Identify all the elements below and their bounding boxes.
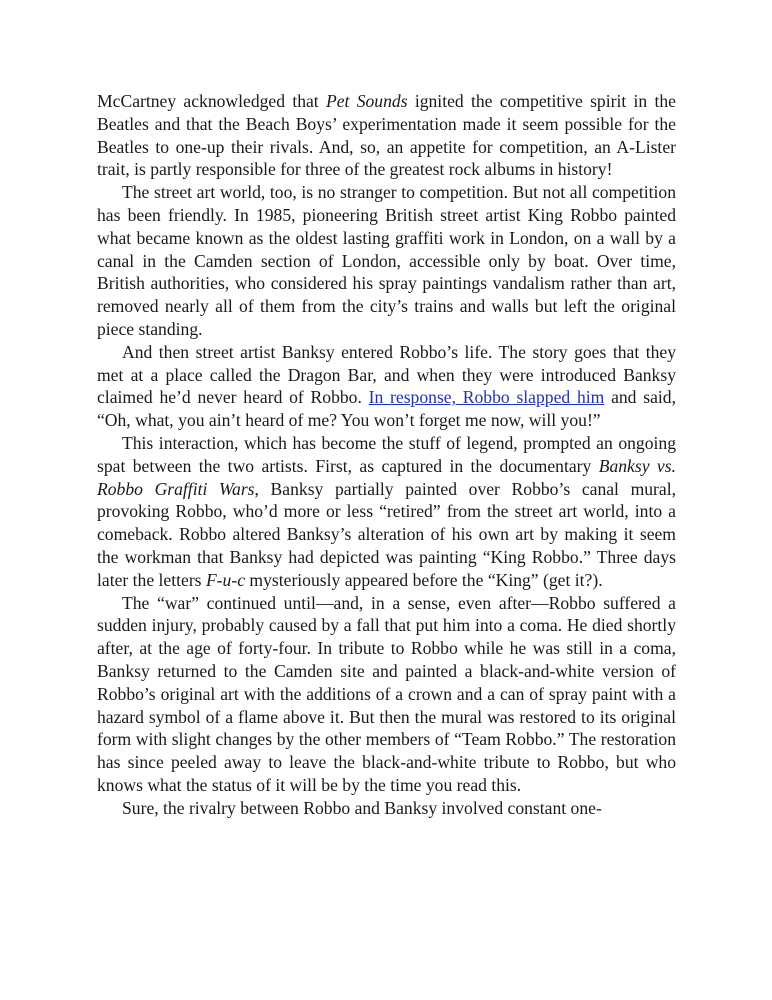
text-segment: ignited the competitive spirit in the Beatles and that the Beach Boys’ experimentation made it seem possible for the Beatles to one-up their rivals. And, so, an appetite for competition, an A-Lister trait, is partly responsible for three of the greatest rock albums in history!	[97, 91, 676, 180]
document-page	[97, 90, 676, 820]
text-segment: The “war” continued until—and, in a sense, even after—Robbo suffered a sudden injury, probably caused by a fall that put him into a coma. He died shortly after, at the age of forty-four. In tribute to Robbo while he was still in a coma, Banksy returned to the Camden site and painted a black-and-white version of Robbo’s original art with the additions of a crown and a can of spray paint with a hazard symbol of a flame above it. But then the mural was restored to its original form with slight changes by the other members of “Team Robbo.” The restoration has since peeled away to leave the black-and-white tribute to Robbo, but who knows what the status of it will be by the time you read this.	[97, 592, 676, 795]
robbo-slapped-him-link[interactable]: In response, Robbo slapped him	[368, 387, 605, 408]
text-segment: , Banksy partially painted over Robbo’s canal mural, provoking Robbo, who’d more or less “retired” from the street art world, into a comeback. Robbo altered Banksy’s alteration of his own art by making it seem the workman that Banksy had depicted was painting “King Robbo.” Three days later the letters	[97, 478, 677, 590]
text-segment: Sure, the rivalry between Robbo and Banksy involved constant one-	[122, 797, 602, 818]
text-segment: mysteriously appeared before the “King” (get it?).	[245, 569, 603, 590]
paragraph-war-continued	[97, 592, 676, 797]
album-title-italic: Pet Sounds	[325, 91, 408, 111]
text-segment: McCartney acknowledged that	[97, 91, 326, 111]
text-segment: And then street artist Banksy entered Robbo’s life. The story goes that they met at a place called the Dragon Bar, and when they were introduced Banksy claimed he’d never heard of Robbo.	[97, 341, 676, 408]
paragraph-graffiti-wars	[97, 432, 676, 592]
paragraph-pet-sounds	[97, 90, 676, 181]
text-segment: and said, “Oh, what, you ain’t heard of me? You won’t forget me now, will you!”	[97, 387, 676, 431]
text-segment: This interaction, which has become the stuff of legend, prompted an ongoing spat between the two artists. First, as captured in the documentary	[97, 432, 676, 476]
paragraph-rivalry	[97, 797, 676, 820]
paragraph-dragon-bar	[97, 341, 676, 432]
letters-italic: F-u-c	[205, 569, 246, 590]
paragraph-king-robbo	[97, 181, 676, 341]
text-segment: The street art world, too, is no stranger to competition. But not all competition has been friendly. In 1985, pioneering British street artist King Robbo painted what became known as the oldest lasting graffiti work in London, on a wall by a canal in the Camden section of London, accessible only by boat. Over time, British authorities, who considered his spray paintings vandalism rather than art, removed nearly all of them from the city’s trains and walls but left the original piece standing.	[97, 182, 676, 339]
documentary-title-italic: Banksy vs. Robbo Graffiti Wars	[97, 455, 676, 499]
